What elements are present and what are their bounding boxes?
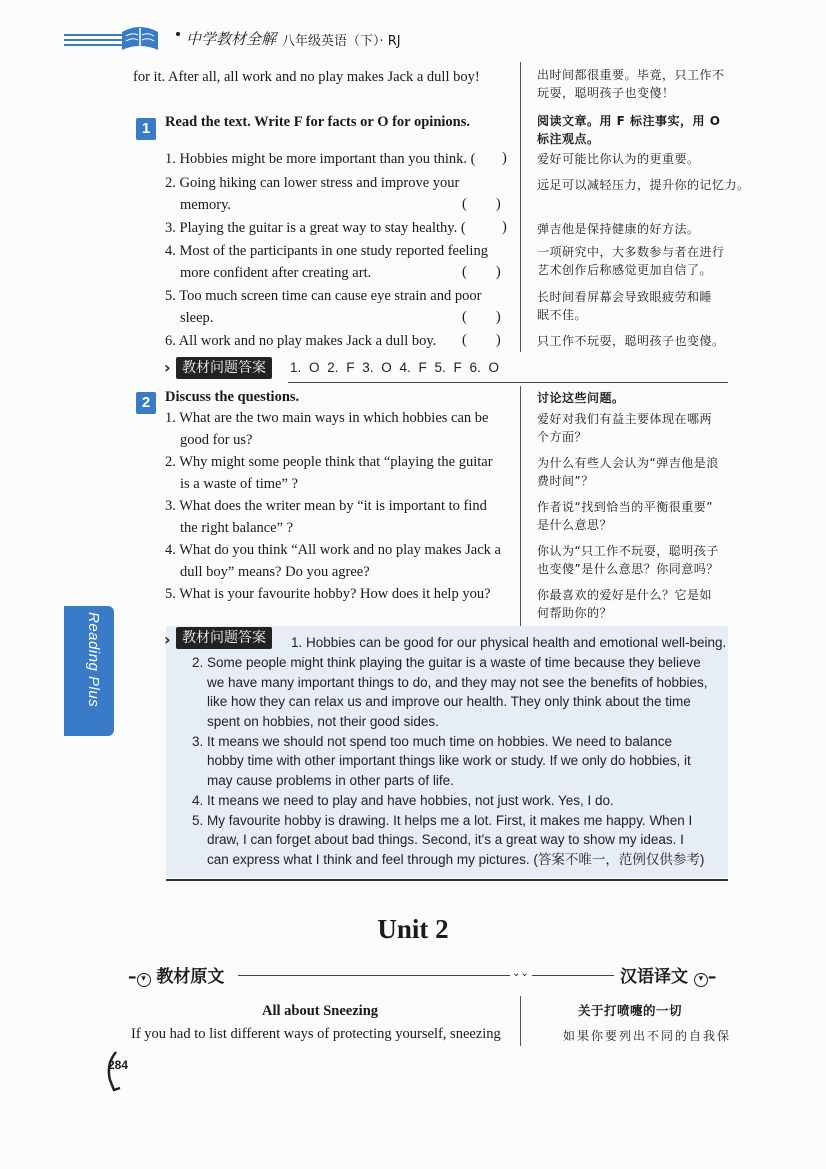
list-item-translation: 远足可以减轻压力，提升你的记忆力。	[537, 178, 750, 192]
list-item-translation: 为什么有些人会认为“弹吉他是浪	[537, 456, 719, 470]
section-heading-original-label: 教材原文	[156, 967, 225, 987]
column-divider	[520, 386, 521, 626]
text-title: All about Sneezing	[262, 1003, 379, 1019]
header-dot	[176, 32, 180, 36]
list-item-translation: 一项研究中，大多数参与者在进行	[537, 245, 725, 259]
header-stripes	[64, 34, 124, 50]
intro-translation: 出时间都很重要。毕竟，只工作不	[537, 68, 725, 82]
text-title-translation: 关于打喷嚏的一切	[578, 1003, 683, 1018]
side-tab-label: Reading Plus	[85, 612, 102, 708]
section-heading-original: – ▾ 教材原文	[128, 967, 225, 987]
list-item: sleep.	[180, 310, 214, 326]
list-item-translation: 爱好可能比你认为的更重要。	[537, 152, 700, 166]
answer-label: 教材问题答案	[176, 627, 272, 649]
exercise-instruction-translation: 标注观点。	[537, 132, 600, 146]
list-item: good for us?	[180, 432, 253, 448]
list-item-translation: 费时间”？	[537, 474, 594, 488]
answer-paren: )	[502, 219, 507, 235]
answer-paren: ( )	[462, 264, 501, 280]
answer-paren: ( )	[462, 196, 501, 212]
answer-line: 4. It means we need to play and have hobbies, not just work. Yes, I do.	[192, 793, 614, 808]
exercise-number-badge: 1	[136, 118, 156, 140]
list-item: 2. Why might some people think that “playing the guitar	[165, 454, 493, 470]
ornament-icon: ⌄⌄	[512, 968, 529, 979]
list-item: 3. Playing the guitar is a great way to stay healthy. (	[165, 220, 466, 236]
answer-line: we have many important things to do, and they may not see the benefits of hobbies,	[207, 675, 708, 690]
book-title: 中学教材全解	[186, 30, 277, 48]
list-item: 3. What does the writer mean by “it is important to find	[165, 498, 487, 514]
section-divider	[288, 382, 728, 383]
heading-rule	[238, 975, 510, 976]
list-item-translation: 个方面？	[537, 430, 588, 444]
page-number-bracket	[102, 1050, 132, 1094]
list-item-translation: 也变傻”是什么意思？你同意吗？	[537, 562, 719, 576]
chevron-right-icon: ›	[164, 630, 171, 649]
list-item-translation: 是什么意思？	[537, 518, 613, 532]
answer-paren: )	[502, 150, 507, 166]
answer-paren: ( )	[462, 309, 501, 325]
intro-translation: 玩耍，聪明孩子也变傻！	[537, 86, 675, 100]
list-item: 4. Most of the participants in one study reported feeling	[165, 243, 488, 259]
list-item: dull boy” means? Do you agree?	[180, 564, 370, 580]
answer-line: like how they can relax us and improve our health. They only think about the time	[207, 694, 691, 709]
list-item-translation: 长时间看屏幕会导致眼疲劳和睡	[537, 290, 713, 304]
list-item: 2. Going hiking can lower stress and improve your	[165, 175, 460, 191]
list-item-translation: 眠不佳。	[537, 308, 588, 322]
list-item: 5. Too much screen time can cause eye strain and poor	[165, 288, 482, 304]
exercise-instruction: Discuss the questions.	[165, 389, 300, 405]
answer-line: draw, I can forget about bad things. Second, it's a great way to show my ideas. I	[207, 832, 684, 847]
column-divider	[520, 62, 521, 352]
list-item-translation: 只工作不玩耍，聪明孩子也变傻。	[537, 334, 725, 348]
answer-line: 2. Some people might think playing the guitar is a waste of time because they believe	[192, 655, 701, 670]
list-item: 1. What are the two main ways in which hobbies can be	[165, 410, 489, 426]
unit-title: Unit 2	[377, 914, 449, 944]
answer-line: can express what I think and feel through my pictures. (答案不唯一，范例仅供参考)	[207, 852, 705, 867]
section-divider	[166, 879, 728, 881]
answer-line: may cause problems in other parts of life.	[207, 773, 454, 788]
column-divider	[520, 996, 521, 1046]
exercise-instruction: Read the text. Write F for facts or O for opinions.	[165, 114, 471, 130]
list-item-translation: 弹吉他是保持健康的好方法。	[537, 222, 700, 236]
section-heading-translation: 汉语译文 ▾ –	[620, 967, 717, 987]
answer-line: 1. Hobbies can be good for our physical health and emotional well-being.	[291, 635, 727, 650]
list-item: 5. What is your favourite hobby? How does it help you?	[165, 586, 491, 602]
heading-rule	[532, 975, 614, 976]
list-item-translation: 你认为“只工作不玩耍，聪明孩子	[537, 544, 719, 558]
list-item: is a waste of time” ?	[180, 476, 298, 492]
circle-arrow-icon: ▾	[137, 973, 151, 987]
list-item-translation: 你最喜欢的爱好是什么？它是如	[537, 588, 713, 602]
list-item: the right balance” ?	[180, 520, 294, 536]
circle-arrow-icon: ▾	[694, 973, 708, 987]
answer-text: 1. O 2. F 3. O 4. F 5. F 6. O	[290, 360, 500, 375]
text-line: If you had to list different ways of protecting yourself, sneezing	[131, 1026, 501, 1042]
exercise-instruction-translation: 阅读文章。用 F 标注事实，用 O	[537, 114, 721, 128]
list-item-translation: 何帮助你的？	[537, 606, 613, 620]
intro-text: for it. After all, all work and no play makes Jack a dull boy!	[133, 69, 480, 85]
answer-line: hobby time with other important things like work or study. If we only do hobbies, it	[207, 753, 691, 768]
list-item-translation: 爱好对我们有益主要体现在哪两	[537, 412, 713, 426]
page-number: 284	[108, 1058, 129, 1072]
book-subtitle: 八年级英语（下）· RJ	[282, 34, 401, 49]
answer-line: 3. It means we should not spend too much time on hobbies. We need to balance	[192, 734, 673, 749]
list-item: 4. What do you think “All work and no play makes Jack a	[165, 542, 501, 558]
list-item: more confident after creating art.	[180, 265, 372, 281]
answer-label: 教材问题答案	[176, 357, 272, 379]
list-item: memory.	[180, 197, 232, 213]
exercise-instruction-translation: 讨论这些问题。	[537, 391, 625, 405]
list-item: 1. Hobbies might be more important than you think. (	[165, 151, 476, 167]
answer-line: spent on hobbies, not their good sides.	[207, 714, 439, 729]
book-logo-icon	[118, 22, 162, 56]
chevron-right-icon: ›	[164, 358, 171, 377]
list-item-translation: 艺术创作后称感觉更加自信了。	[537, 263, 713, 277]
answer-line: 5. My favourite hobby is drawing. It helps me a lot. First, it makes me happy. When I	[192, 813, 693, 828]
section-heading-translation-label: 汉语译文	[620, 967, 688, 987]
list-item: 6. All work and no play makes Jack a dull boy.	[165, 333, 437, 349]
exercise-number-badge: 2	[136, 392, 156, 414]
answer-paren: ( )	[462, 332, 501, 348]
text-line-translation: 如果你要列出不同的自我保	[563, 1029, 732, 1043]
list-item-translation: 作者说“找到恰当的平衡很重要”	[537, 500, 713, 514]
